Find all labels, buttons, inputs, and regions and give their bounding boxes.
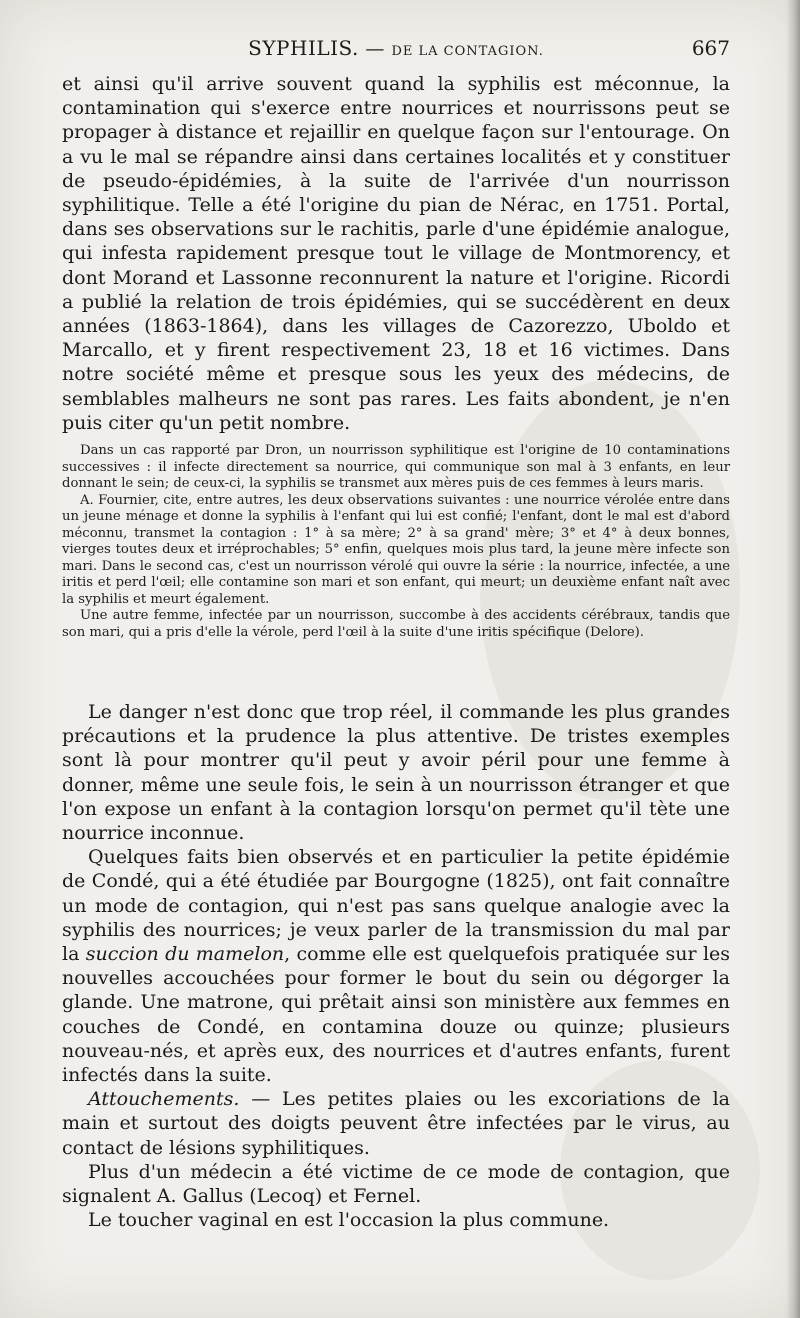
running-title-dash: — [358, 38, 392, 60]
page-edge-shadow [786, 0, 800, 1318]
note-paragraph: Une autre femme, infectée par un nourrisson, succombe à des accidents cérébraux, tandis que son mari, qui a pris d'elle la vérole, perd l'œil à la suite d'une iritis spécifique (Delore). [62, 608, 730, 640]
paragraph-text: Quelques faits bien observés et en particulier la petite épidémie de Condé, qui a été étudiée par Bourgogne (1825), ont fait connaître un mode de contagion, qui n'est pas sans quelque analogie avec la syphilis des nourrices; je veux parler de la transmission du mal par la [62, 846, 730, 966]
running-header [62, 36, 730, 66]
section-heading-italic: Attouchements. [88, 1088, 240, 1111]
note-paragraph: A. Fournier, cite, entre autres, les deux observations suivantes : une nourrice vérolée entre dans un jeune ménage et donne la syphilis à l'enfant qui lui est confié; l'enfant, dont le mal est d'abord méconnu, transmet la contagion : 1° à sa mère; 2° à sa grand' mère; 3° et 4° à deux bonnes, vierges toutes deux et irréprochables; 5° enfin, quelques mois plus tard, la jeune mère infecte son mari. Dans le second cas, c'est un nourrisson vérolé qui ouvre la série : la nourrice, infectée, a une iritis et perd l'œil; elle contamine son mari et son enfant, qui meurt; un deuxième enfant naît avec la syphilis et meurt également. [62, 492, 730, 607]
small-print-notes [62, 443, 730, 641]
note-paragraph: Dans un cas rapporté par Dron, un nourrisson syphilitique est l'origine de 10 contaminations successives : il infecte directement sa nourrice, qui communique son mal à 3 enfants, en leur donnant le sein; de ceux-ci, la syphilis se transmet aux mères puis de ces femmes à leurs maris. [62, 443, 730, 491]
italic-term: succion du mamelon [85, 943, 285, 966]
page-number: 667 [691, 36, 730, 60]
paragraph: Le toucher vaginal en est l'occasion la plus commune. [88, 1209, 610, 1232]
paragraph-text: , comme elle est quelquefois pratiquée sur les nouvelles accouchées pour former le bout du sein ou dégorger la glande. Une matrone, qui prêtait ainsi son ministère aux femmes en couches de Condé, en contamina douze ou quinze; plusieurs nouveau-nés, et après eux, des nourrices et d'autres enfants, furent infectés dans la suite. [62, 943, 731, 1087]
main-text-block [62, 700, 730, 1232]
paragraph-text: — Les petites plaies ou les excoriations de la main et surtout des doigts peuvent être infectées par le virus, au contact de lésions syphilitiques. [62, 1088, 730, 1159]
paragraph: et ainsi qu'il arrive souvent quand la syphilis est méconnue, la contamination qui s'exerce entre nourrices et nourrissons peut se propager à distance et rejaillir en quelque façon sur l'entourage. On a vu le mal se répandre ainsi dans certaines localités et y constituer de pseudo-épidémies, à la suite de l'arrivée d'un nourrisson syphilitique. Telle a été l'origine du pian de Nérac, en 1751. Portal, dans ses observations sur le rachitis, parle d'une épidémie analogue, qui infesta rapidement presque tout le village de Montmorency, et dont Morand et Lassonne reconnurent la nature et l'origine. Ricordi a publié la relation de trois épidémies, qui se succédèrent en deux années (1863-1864), dans les villages de Cazorezzo, Uboldo et Marcallo, et y firent respectivement 23, 18 et 16 victimes. Dans notre société même et presque sous les yeux des médecins, de semblables malheurs ne sont pas rares. Les faits abondent, je n'en puis citer qu'un petit nombre. [62, 73, 730, 434]
opening-paragraph-block [62, 72, 730, 435]
paragraph [62, 1087, 730, 1160]
running-title-main: SYPHILIS. [248, 36, 359, 60]
paragraph: Plus d'un médecin a été victime de ce mode de contagion, que signalent A. Gallus (Lecoq) et Fernel. [62, 1160, 730, 1208]
running-title-sub: DE LA CONTAGION. [391, 44, 544, 59]
running-title [62, 36, 730, 60]
paragraph: Le danger n'est donc que trop réel, il commande les plus grandes précautions et la prudence la plus attentive. De tristes exemples sont là pour montrer qu'il peut y avoir péril pour une femme à donner, même une seule fois, le sein à un nourrisson étranger et que l'on expose un enfant à la contagion lorsqu'on permet qu'il tète une nourrice inconnue. [62, 701, 730, 845]
paragraph [62, 845, 730, 1087]
